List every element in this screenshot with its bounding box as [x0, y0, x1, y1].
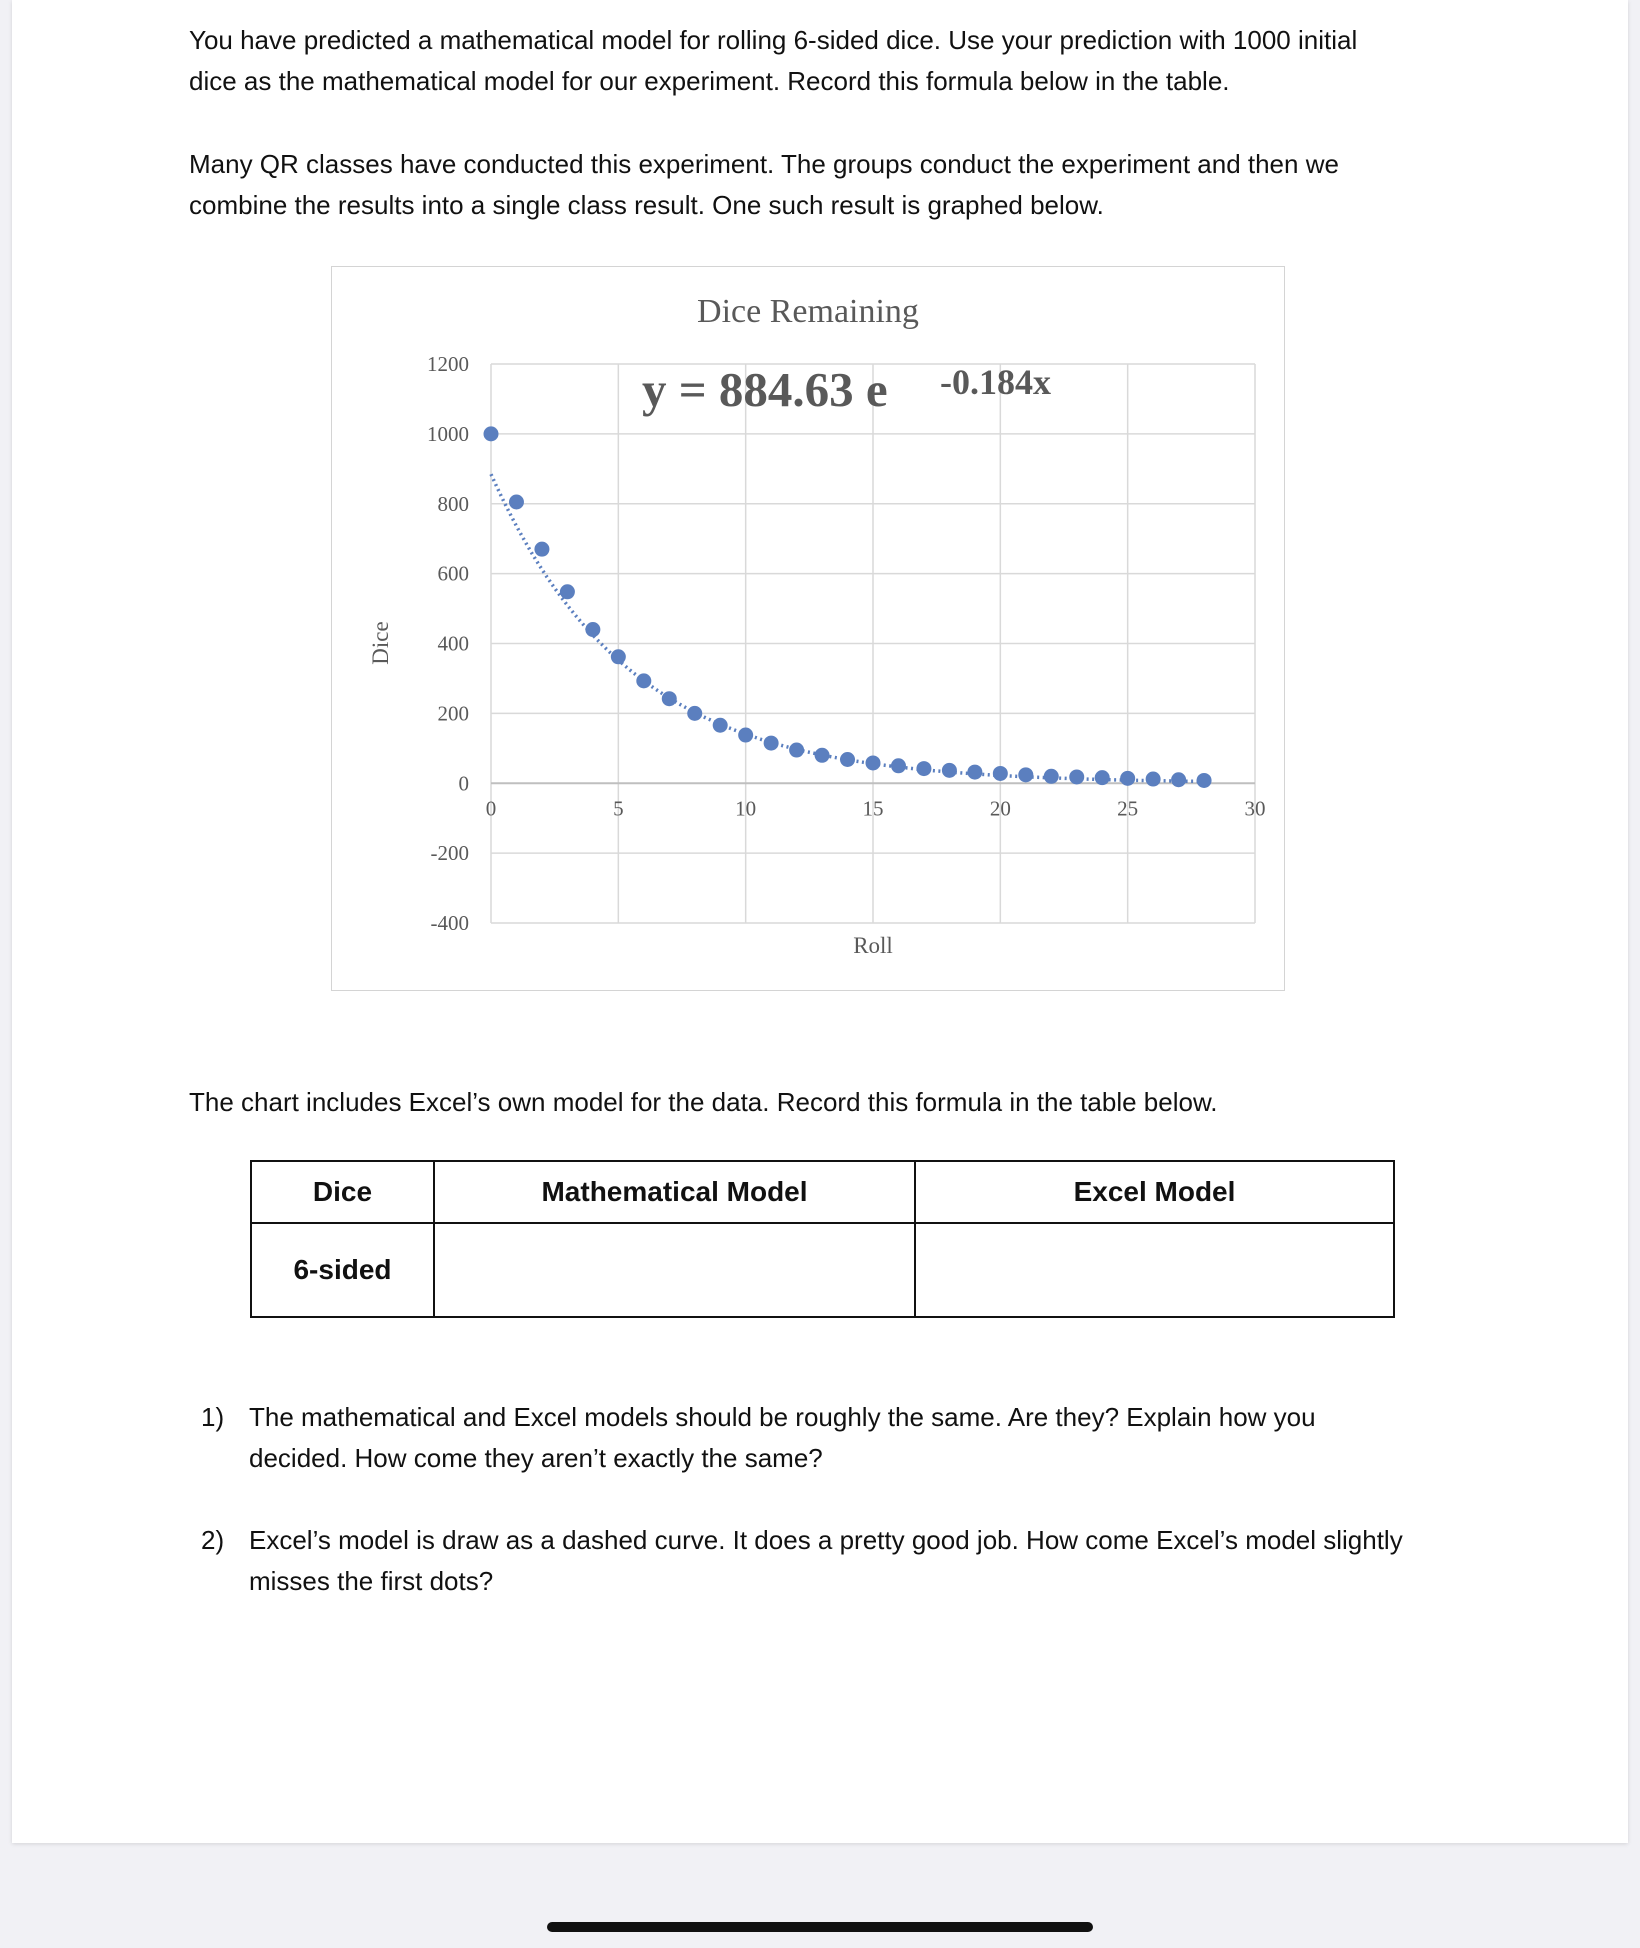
- intro-line-2: dice as the mathematical model for our experiment. Record this formula below in the table.: [189, 66, 1230, 96]
- data-point: [1120, 771, 1135, 786]
- data-point: [1171, 772, 1186, 787]
- x-tick-label: 0: [485, 796, 497, 821]
- data-point: [585, 622, 600, 637]
- data-point: [967, 765, 982, 780]
- data-point: [891, 758, 906, 773]
- question-1-line-2: decided. How come they aren’t exactly the same?: [249, 1443, 823, 1473]
- context-paragraph: [189, 144, 1449, 226]
- cell-dice-type: 6-sided: [251, 1223, 434, 1317]
- data-point: [534, 542, 549, 557]
- chart-gridlines: [491, 364, 1255, 923]
- x-tick-label: 25: [1117, 796, 1139, 821]
- intro-paragraph: [189, 20, 1449, 102]
- header-mathematical-model: Mathematical Model: [434, 1161, 915, 1223]
- data-point: [611, 649, 626, 664]
- data-point: [738, 728, 753, 743]
- data-point: [993, 766, 1008, 781]
- y-tick-label: 800: [437, 491, 469, 516]
- trendline-exponent: -0.184x: [940, 362, 1051, 402]
- cell-excel-model: [915, 1223, 1394, 1317]
- question-2-number: 2): [201, 1525, 225, 1555]
- excel-note: The chart includes Excel’s own model for the data. Record this formula in the table below.: [189, 1087, 1218, 1117]
- question-1-item: [189, 1397, 1449, 1479]
- y-tick-label: -400: [430, 911, 469, 935]
- data-point: [687, 706, 702, 721]
- dice-remaining-chart: [331, 266, 1285, 991]
- header-dice: Dice: [251, 1161, 434, 1223]
- question-2-line-2: misses the first dots?: [249, 1566, 494, 1596]
- data-point: [840, 752, 855, 767]
- question-1-line-1: The mathematical and Excel models should be roughly the same. Are they? Explain how you: [249, 1402, 1316, 1432]
- y-axis-label: Dice: [368, 621, 393, 665]
- question-1: [189, 1397, 1449, 1479]
- data-point: [942, 763, 957, 778]
- data-point: [1197, 773, 1212, 788]
- x-tick-label: 15: [862, 796, 884, 821]
- x-tick-label: 5: [613, 796, 624, 821]
- data-point: [662, 691, 677, 706]
- table-header-row: [251, 1161, 1394, 1223]
- y-tick-label: 600: [437, 561, 469, 586]
- data-point: [815, 748, 830, 763]
- chart-title: Dice Remaining: [697, 293, 919, 330]
- data-point: [1146, 772, 1161, 787]
- y-tick-label: 1000: [427, 421, 469, 446]
- y-tick-label: 0: [458, 771, 469, 796]
- trendline-equation: y = 884.63 e: [642, 362, 888, 417]
- header-excel-model: Excel Model: [915, 1161, 1394, 1223]
- chart-labels: [368, 293, 1266, 958]
- x-tick-label: 20: [989, 796, 1011, 821]
- data-point: [560, 584, 575, 599]
- data-point: [484, 426, 499, 441]
- data-point: [1095, 770, 1110, 785]
- x-tick-label: 10: [735, 796, 757, 821]
- chart-markers: [484, 426, 1212, 788]
- data-point: [1069, 769, 1084, 784]
- y-tick-label: 200: [437, 701, 469, 726]
- home-indicator[interactable]: [547, 1922, 1093, 1932]
- y-tick-label: 1200: [427, 352, 469, 376]
- results-table: [250, 1160, 1395, 1318]
- chart-canvas: [332, 267, 1284, 990]
- question-2: [189, 1520, 1449, 1602]
- question-2-item: [189, 1520, 1449, 1602]
- data-point: [509, 495, 524, 510]
- table-row-6-sided: [251, 1223, 1394, 1317]
- context-line-2: combine the results into a single class result. One such result is graphed below.: [189, 190, 1104, 220]
- data-point: [916, 761, 931, 776]
- data-point: [866, 755, 881, 770]
- data-point: [764, 736, 779, 751]
- y-tick-label: -200: [430, 841, 469, 866]
- data-point: [1018, 767, 1033, 782]
- context-line-1: Many QR classes have conducted this experiment. The groups conduct the experiment and then we: [189, 149, 1339, 179]
- question-1-number: 1): [201, 1402, 225, 1432]
- x-axis-label: Roll: [853, 933, 893, 958]
- data-point: [1044, 769, 1059, 784]
- intro-line-1: You have predicted a mathematical model for rolling 6-sided dice. Use your prediction with 1000 initial: [189, 25, 1358, 55]
- question-2-line-1: Excel’s model is draw as a dashed curve. It does a pretty good job. How come Excel’s model slightly: [249, 1525, 1403, 1555]
- data-point: [789, 743, 804, 758]
- data-point: [636, 673, 651, 688]
- x-tick-label: 30: [1244, 796, 1266, 821]
- cell-mathematical-model: [434, 1223, 915, 1317]
- data-point: [713, 718, 728, 733]
- y-tick-label: 400: [437, 631, 469, 656]
